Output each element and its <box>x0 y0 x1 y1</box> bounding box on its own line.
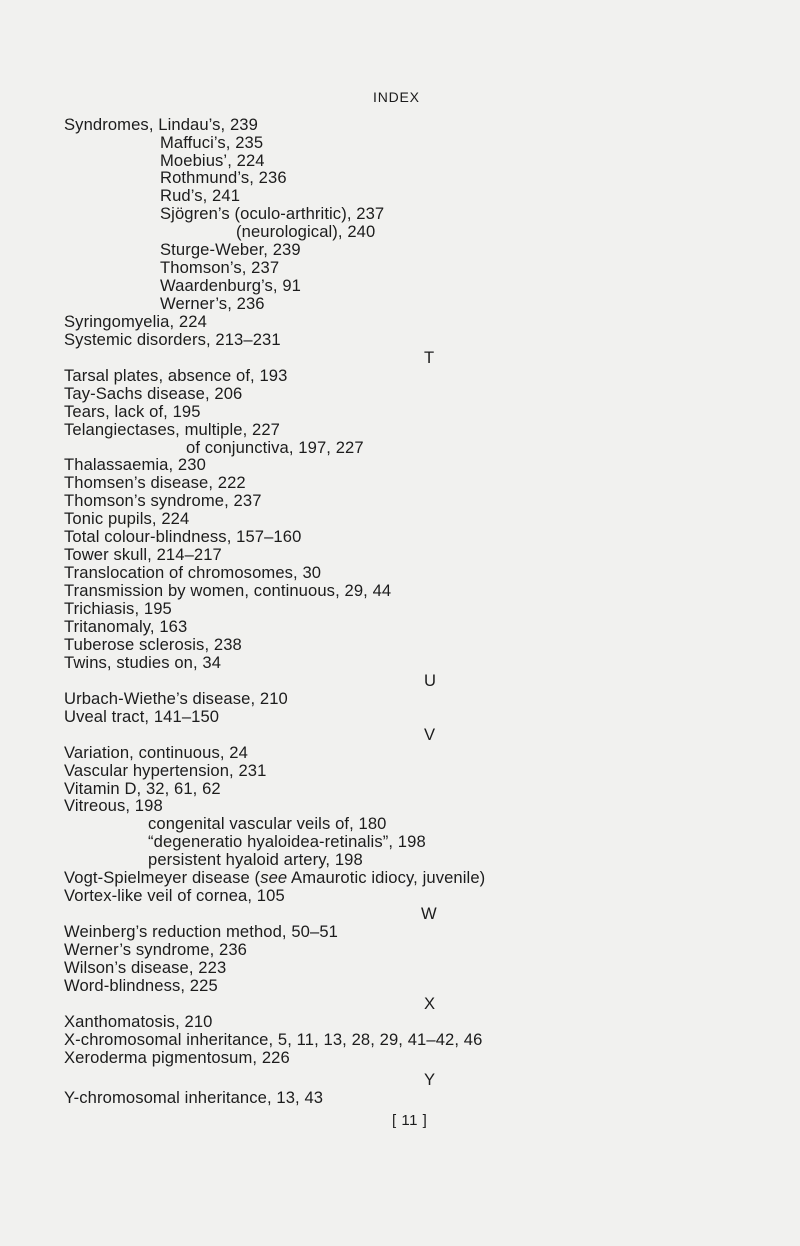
see-reference: see <box>260 868 288 887</box>
index-entry: Tay-Sachs disease, 206 <box>64 384 243 403</box>
index-entry: Urbach-Wiethe’s disease, 210 <box>64 689 288 708</box>
index-entry: Tears, lack of, 195 <box>64 402 201 421</box>
index-entry: Tonic pupils, 224 <box>64 509 190 528</box>
index-entry: Tritanomaly, 163 <box>64 617 188 636</box>
index-entry: Tuberose sclerosis, 238 <box>64 635 242 654</box>
section-letter-x: X <box>424 994 436 1013</box>
index-subentry: persistent hyaloid artery, 198 <box>148 850 363 869</box>
index-subentry: “degeneratio hyaloidea-retinalis”, 198 <box>148 832 426 851</box>
section-letter-t: T <box>424 348 435 367</box>
index-entry: Variation, continuous, 24 <box>64 743 248 762</box>
index-entry: Vitamin D, 32, 61, 62 <box>64 779 221 798</box>
section-letter-w: W <box>421 904 437 923</box>
index-entry: Thomson’s syndrome, 237 <box>64 491 262 510</box>
index-entry: Telangiectases, multiple, 227 <box>64 420 280 439</box>
index-entry: Word-blindness, 225 <box>64 976 218 995</box>
section-letter-v: V <box>424 725 436 744</box>
index-entry: Total colour-blindness, 157–160 <box>64 527 302 546</box>
index-entry: Trichiasis, 195 <box>64 599 172 618</box>
index-entry: Tarsal plates, absence of, 193 <box>64 366 288 385</box>
section-letter-y: Y <box>424 1070 436 1089</box>
index-entry: Tower skull, 214–217 <box>64 545 222 564</box>
index-subentry: Thomson’s, 237 <box>160 258 280 277</box>
section-letter-u: U <box>424 671 437 690</box>
index-subentry: Moebius’, 224 <box>160 151 265 170</box>
index-entry: Vascular hypertension, 231 <box>64 761 267 780</box>
index-subentry: congenital vascular veils of, 180 <box>148 814 387 833</box>
entry-text: Amaurotic idiocy, juvenile) <box>287 868 486 887</box>
index-entry: Vortex-like veil of cornea, 105 <box>64 886 285 905</box>
index-subentry: Sjögren’s (oculo-arthritic), 237 <box>160 204 385 223</box>
index-subentry: Waardenburg’s, 91 <box>160 276 301 295</box>
entry-text: Vogt-Spielmeyer disease ( <box>64 868 261 887</box>
index-entry: Syndromes, Lindau’s, 239 <box>64 115 258 134</box>
index-entry: Thomsen’s disease, 222 <box>64 473 246 492</box>
index-entry: Werner’s syndrome, 236 <box>64 940 247 959</box>
index-entry: X-chromosomal inheritance, 5, 11, 13, 28, 29, 41–42, 46 <box>64 1030 483 1049</box>
index-entry: Translocation of chromosomes, 30 <box>64 563 322 582</box>
index-subentry: (neurological), 240 <box>236 222 376 241</box>
index-entry <box>64 868 485 888</box>
index-subentry: Werner’s, 236 <box>160 294 265 313</box>
index-entry: Twins, studies on, 34 <box>64 653 222 672</box>
index-entry: Xeroderma pigmentosum, 226 <box>64 1048 290 1067</box>
index-entry: Uveal tract, 141–150 <box>64 707 220 726</box>
index-entry: Y-chromosomal inheritance, 13, 43 <box>64 1088 324 1107</box>
index-entry: Xanthomatosis, 210 <box>64 1012 213 1031</box>
index-subentry: Rothmund’s, 236 <box>160 168 287 187</box>
index-subentry: Sturge-Weber, 239 <box>160 240 301 259</box>
index-entry: Syringomyelia, 224 <box>64 312 207 331</box>
index-entry: Vitreous, 198 <box>64 796 163 815</box>
index-entry: Thalassaemia, 230 <box>64 455 206 474</box>
index-subentry: Rud’s, 241 <box>160 186 241 205</box>
index-subentry: of conjunctiva, 197, 227 <box>186 438 364 457</box>
index-entry: Weinberg’s reduction method, 50–51 <box>64 922 338 941</box>
page-header: INDEX <box>373 89 420 105</box>
index-subentry: Maffuci’s, 235 <box>160 133 264 152</box>
page-number: [ 11 ] <box>392 1112 428 1129</box>
index-entry: Wilson’s disease, 223 <box>64 958 227 977</box>
index-entry: Systemic disorders, 213–231 <box>64 330 281 349</box>
index-entry: Transmission by women, continuous, 29, 44 <box>64 581 392 600</box>
